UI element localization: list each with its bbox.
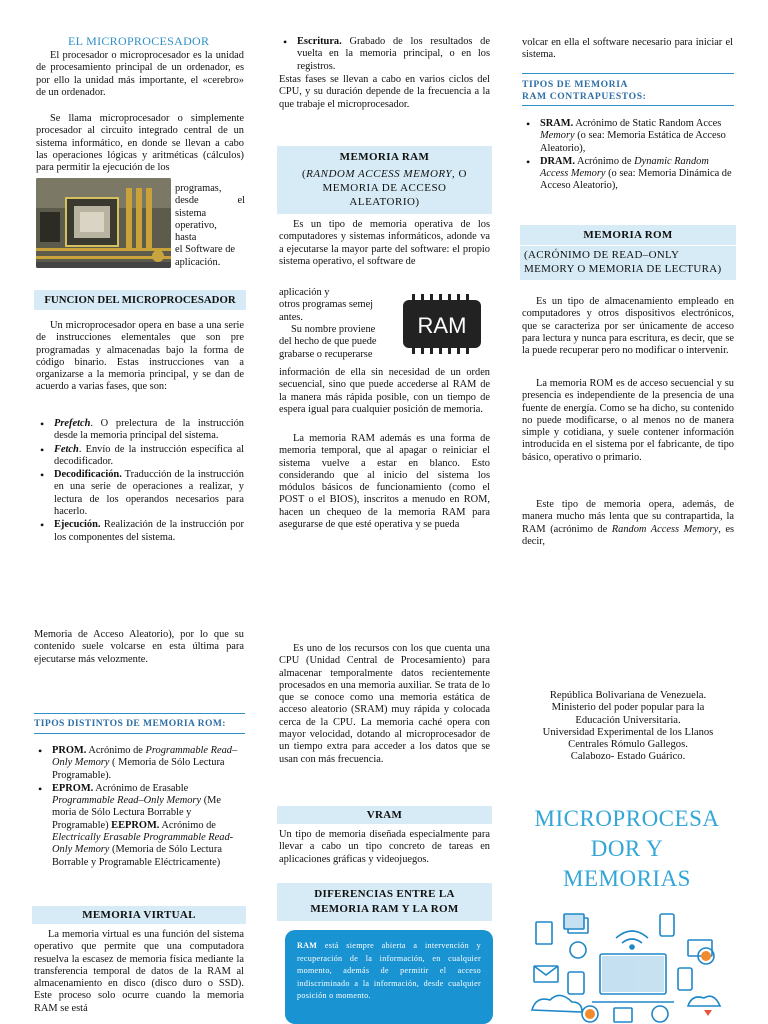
line: República Bolivariana de Venezuela. [549,690,707,701]
ram-chip-label: RAM [417,313,467,338]
list-tipos-rom [34,745,245,870]
term: Prefetch [54,418,91,429]
text-italic: Programmable Read–Only Memory [52,745,238,769]
paragraph-ram-1: Es un tipo de memoria operativa de los computadores y sistemas informáticos, adonde va a ejecutarse la mayor parte del software: el propio sistema operativo, el software de [279,219,490,267]
text-italic: Memory [540,130,575,142]
paragraph-rom-1: Es un tipo de almacenamiento empleado en computadores y otros dispositivos electrónicos, que se caracteriza por ser únicamente de acceso para lectura y nunca para escritura, es decir, que se la puede recuperar pero no modificar o intervenir. [522,296,734,357]
header-ram-sub [277,163,492,209]
header-ram-box [277,146,492,214]
term: RAM [297,941,318,950]
text: Traducción de la instrucción en una serie de operaciones a realizar, y lectura de los operandos necesarios para hacerlo. [54,469,244,518]
paragraph-ram-2: información de ella sin necesidad de un orden secuencial, sino que puede accederse al RAM de la manera más rápida posible, con un tiempo de espera igual para cualquier posición de memoria. [279,367,490,415]
header-rom: MEMORIA ROM [520,225,736,245]
text-italic: RANDOM ACCESS MEMORY [306,168,453,181]
line: otros programas semej [279,299,374,311]
title-tipos-ram [522,79,734,103]
term: DRAM. [540,155,575,167]
paragraph-intro: El procesador o microprocesador es la unidad de procesamiento principal de un ordenador, es por ello la unidad más importante, el «cerebro» de un ordenador. [36,50,244,98]
term: EPROM. [52,782,94,794]
header-diferencias: DIFERENCIAS ENTRE LA MEMORIA RAM Y LA ROM [277,883,492,921]
line: aplicación. [175,256,221,268]
paragraph-rom-cont: Memoria de Acceso Aleatorio), por lo que su contenido suele volcarse en esta última para ejecutarse más velozmente. [34,629,244,665]
paragraph-vram: Un tipo de memoria diseñada especialmente para llevar a cabo un tipo concreto de tareas en aplicaciones gráficas y videojuegos. [279,829,490,865]
cpu-photo [36,178,171,268]
section-title-microprocesador: EL MICROPROCESADOR [68,34,210,48]
text: (Me moria de Sólo Lectura Borrable y Programable) [52,795,222,831]
list-item [522,156,734,193]
ram-chip-icon [400,294,485,354]
line: DOR Y [590,836,664,861]
text: está siempre abierta a intervención y recuperación de la información, en cualquier momento, además de permitir el acceso indiscriminado a la información, desde cualquier posición o momento. [297,941,481,1001]
ram-info-box [285,930,493,1024]
line: del hecho de que puede [279,336,377,348]
paragraph-ram-1-cont [279,287,394,324]
line: MEMORIAS [563,866,691,891]
text: Acrónimo de [574,155,635,167]
line: hasta [175,232,197,244]
line: Calabozo- Estado Guárico. [570,751,686,763]
term: EEPROM. [111,819,160,831]
text: Acrónimo de [86,745,146,756]
text-italic: Random Access Memory [611,523,719,535]
text-italic: Programmable Read–Only Memory [52,795,202,807]
term: PROM. [52,745,87,756]
line [175,183,245,195]
line: TIPOS DE MEMORIA [522,79,629,90]
text: Realización de la instrucción por los componentes del sistema. [54,519,244,543]
title-tipos-rom: TIPOS DISTINTOS DE MEMORIA ROM: [34,718,226,729]
text: Acrónimo de [159,819,216,831]
line: Educación Universitaria. [575,714,681,726]
paragraph-fases: Estas fases se llevan a cabo en varios ciclos del CPU, y su duración depende de la frecuencia a la que trabaje el microprocesador. [279,74,490,110]
paragraph-ram-3: La memoria RAM además es una forma de memoria temporal, que al apagar o reiniciar el sistema vuelve a estar en blanco. Esto considerando que al inicio del sistema los módulos básicos de funcionamiento (como el POST o el BIOS), inscritos a menudo en ROM, hacen un chequeo de la memoria RAM para asegurarse de que esté operativa y se pueda [279,433,490,531]
divider [522,105,734,106]
institution-info [522,690,734,764]
paragraph-rom-3 [522,499,734,548]
header-ram: MEMORIA RAM [339,151,430,163]
text: Este tipo de memoria opera, además, de manera mucho más lenta que su contrapartida, la RAM (acrónimo de [522,499,734,535]
line: operativo, [175,219,217,231]
line: Universidad Experimental de los Llanos [542,726,714,738]
text: . O prelectura de la instrucción desde la memoria principal del sistema. [54,418,244,442]
line: el Software de [175,244,236,256]
list-item [522,118,734,155]
paragraph-rom-2: La memoria ROM es de acceso secuencial y su presencia es independiente de la presencia de una fuente de energía. Como se ha dicho, su contenido no puede modificarse, o al menos no de manera simple y cotidiana, y suele contener información introducida en el sistema por el fabricante, de tipo básico, operativo o primario. [522,378,734,463]
list-item [36,469,244,518]
text: Acrónimo de Erasable [93,782,189,794]
text-italic: Electrically Erasable Programmable Read-Only Memory [52,832,234,856]
paragraph-cache: Es uno de los recursos con los que cuenta una CPU (Unidad Central de Procesamiento) para almacenar temporalmente datos recientemente procesados en una memoria auxiliar. Se trata de lo que se conoce como una memoria estática de acceso aleatorio (SRAM) muy rápida y colocada cerca de la CPU. La memoria caché opera con mayor velocidad, dotando al microprocesador de un tiempo extra para acceder a los datos que se usan con más frecuencia. [279,643,490,765]
text: Acrónimo de Static Random Acces [573,118,722,129]
text: ( Memoria de Sólo Lectura Programable). [52,757,225,781]
term: Decodificación. [54,469,122,481]
text: , es decir, [522,523,734,547]
list-escritura [279,36,490,74]
cover-title [520,804,734,894]
line: aplicación y [279,287,330,298]
text: . Envío de la instrucción específica al decodificador. [54,443,244,467]
divider [522,73,734,74]
header-vram: VRAM [277,806,492,824]
paragraph-definition-cont [175,183,245,269]
list-item [34,745,245,782]
text: (o sea: Memoria Dinámica de Acceso Aleatorio), [540,168,732,192]
paragraph-virtual: La memoria virtual es una función del sistema operativo que permite que una computadora resuelva la escasez de memoria física mediante la transferencia temporal de datos de la RAM al almacenamiento en disco (disco duro o SSD). Este proceso solo ocurre cuando la memoria RAM se está [34,929,244,1014]
paragraph-funcion: Un microprocesador opera en base a una serie de instrucciones elementales que son pre programadas y almacenadas bajo la forma de código binario. Estas instrucciones van a organizarse a la memoria principal, y se dan de acuerdo a varias fases, que son: [36,320,244,393]
header-rom-sub: (ACRÓNIMO DE READ–ONLY MEMORY O MEMORIA DE LECTURA) [520,246,736,280]
list-item [279,36,490,73]
list-item [36,444,244,469]
devices-illustration [528,910,722,1024]
text: ( [302,168,307,181]
line: RAM CONTRAPUESTOS: [522,91,647,102]
line: Su nombre proviene [291,324,376,335]
term: SRAM. [540,118,574,129]
line: grabarse o recuperarse [279,348,373,360]
divider [34,733,245,734]
list-item [34,783,245,869]
line: antes. [279,311,303,323]
line: sistema [175,207,207,219]
header-virtual: MEMORIA VIRTUAL [32,906,246,924]
line: desde el [175,195,245,207]
text: (o sea: Memoria Estática de Acceso Aleatorio), [540,130,726,154]
list-tipos-ram [522,118,734,194]
header-funcion: FUNCION DEL MICROPROCESADOR [34,290,246,310]
list-item [36,519,244,544]
text-italic: Dynamic Random Access Memory [540,155,709,180]
divider [34,713,245,714]
paragraph-volcar: volcar en ella el software necesario para iniciar el sistema. [522,37,733,61]
term: Fetch [54,443,79,455]
line: Centrales Rómulo Gallegos. [568,739,688,751]
text: programas, [175,183,222,194]
text: (Memoria de Sólo Lectura Borrable y Programable Eléctricamente) [52,844,222,868]
paragraph-definition: Se llama microprocesador o simplemente procesador al circuito integrado central de un sistema informático, en donde se llevan a cabo las operaciones lógicas y aritméticas (cálculos) para permitir la ejecución de los [36,113,244,174]
text: , O MEMORIA DE ACCESO ALEATORIO) [322,168,467,209]
list-fases [36,418,244,545]
line: Ministerio del poder popular para la [551,702,705,714]
line: MICROPROCESA [534,806,720,831]
term: Ejecución. [54,519,101,531]
paragraph-ram-2-start [279,324,394,361]
list-item [36,418,244,443]
term: Escritura. [297,36,342,47]
text: Grabado de los resultados de vuelta en la memoria principal, o en los registros. [297,36,490,72]
